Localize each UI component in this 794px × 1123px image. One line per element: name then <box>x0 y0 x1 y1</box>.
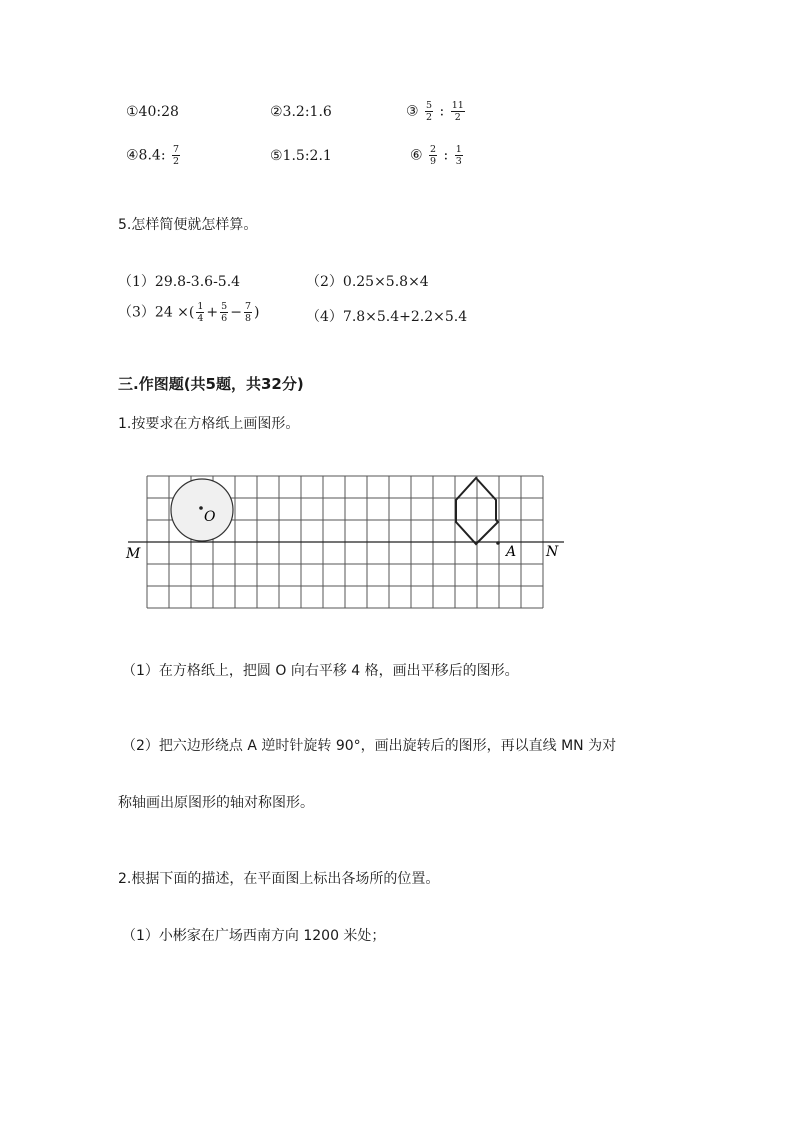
fraction: $\frac{5}{6}$ <box>221 301 228 324</box>
problem-1: （1）29.8-3.6-5.4 <box>118 274 241 290</box>
ratio-6: ⑥ $\frac{2}{9}$ : $\frac{1}{3}$ <box>410 144 462 167</box>
circle-o <box>171 479 233 541</box>
question-2-part-1: （1）小彬家在广场西南方向 1200 米处； <box>122 928 386 944</box>
section-heading: 三.作图题(共5题，共32分) <box>118 375 304 393</box>
fraction: $\frac{7}{8}$ <box>244 301 251 324</box>
ratio-1: ①40:28 <box>126 104 179 120</box>
problem-3: （3）24 ×( $\frac{1}{4}$ + $\frac{5}{6}$ − $\frac{7}{8}$ ) <box>118 301 260 324</box>
question-1-part-2-line-2: 称轴画出原图形的轴对称图形。 <box>118 795 314 811</box>
question-1-title: 1.按要求在方格纸上画图形。 <box>118 416 300 432</box>
ratio-4: ④8.4: $\frac{7}{2}$ <box>126 144 180 167</box>
fraction: $\frac{5}{2}$ <box>426 100 433 123</box>
fraction: $\frac{2}{9}$ <box>430 144 437 167</box>
ratio-3: ③ $\frac{5}{2}$ : $\frac{11}{2}$ <box>406 100 464 123</box>
center-dot <box>199 506 203 510</box>
label-m: M <box>126 546 141 562</box>
label-o: O <box>204 509 216 525</box>
problem-4: （4）7.8×5.4+2.2×5.4 <box>306 309 468 325</box>
ratio-5: ⑤1.5:2.1 <box>270 148 332 164</box>
question-5-title: 5.怎样简便就怎样算。 <box>118 217 258 233</box>
fraction: $\frac{7}{2}$ <box>173 144 180 167</box>
label-n: N <box>546 544 559 560</box>
fraction: $\frac{1}{4}$ <box>197 301 204 324</box>
label-a: A <box>506 544 517 560</box>
question-2-title: 2.根据下面的描述，在平面图上标出各场所的位置。 <box>118 871 440 887</box>
problem-2: （2）0.25×5.8×4 <box>306 274 429 290</box>
fraction: $\frac{11}{2}$ <box>451 100 464 123</box>
question-1-part-1: （1）在方格纸上，把圆 O 向右平移 4 格，画出平移后的图形。 <box>122 663 519 679</box>
grid-figure <box>120 468 570 613</box>
fraction: $\frac{1}{3}$ <box>455 144 462 167</box>
ratio-2: ②3.2:1.6 <box>270 104 332 120</box>
question-1-part-2-line-1: （2）把六边形绕点 A 逆时针旋转 90°，画出旋转后的图形，再以直线 MN 为对 <box>122 738 617 754</box>
